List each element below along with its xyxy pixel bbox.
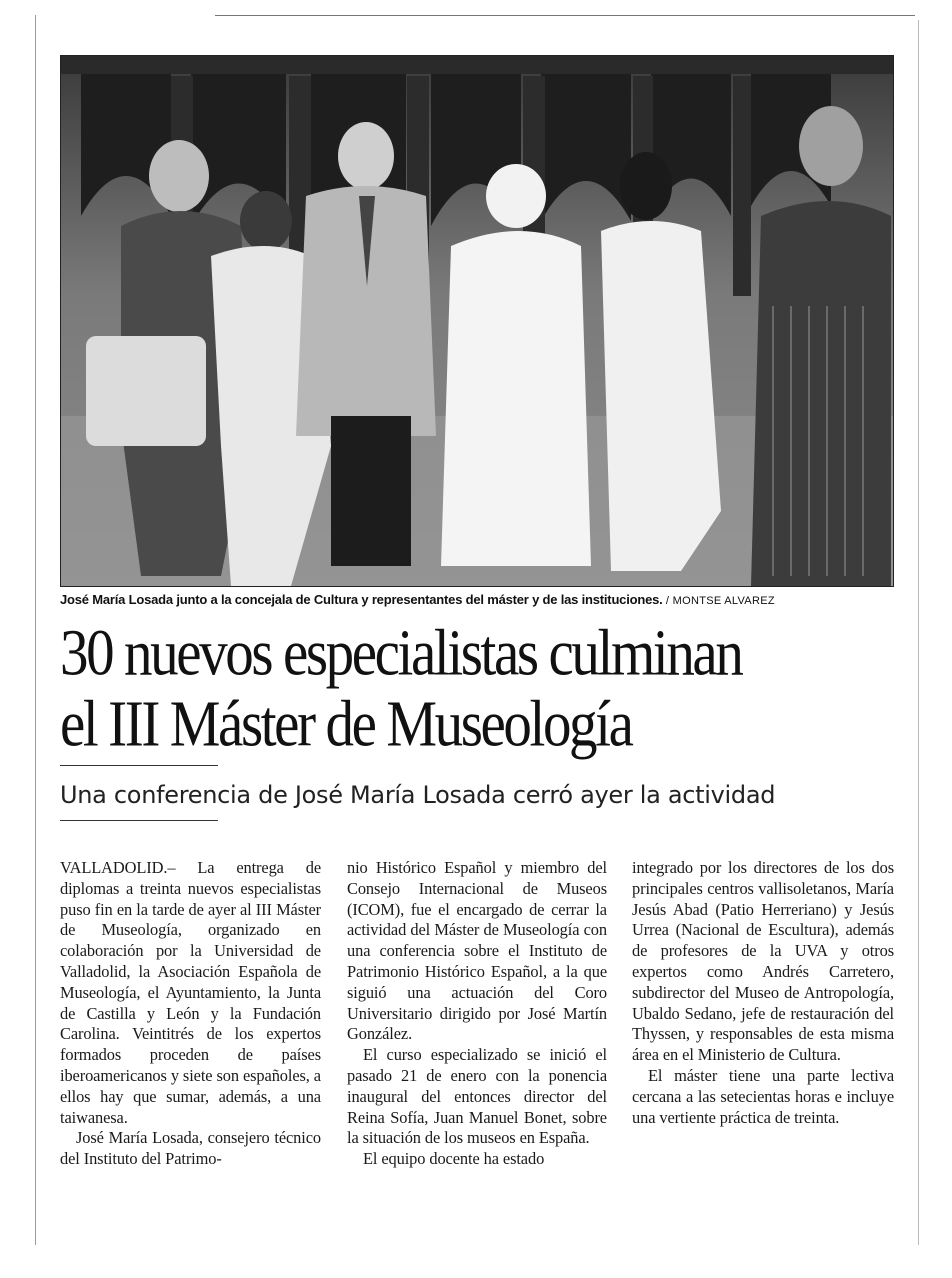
paragraph: El equipo docente ha estado	[363, 1149, 545, 1169]
photo-caption	[60, 592, 892, 612]
clipping-edge-left	[35, 15, 36, 1245]
paragraph: nio Histórico Español y miembro del Consejo Internacional de Museos (ICOM), fue el encargado de cerrar la actividad del Máster de Museología con una conferencia sobre el Instituto de Patrimonio Histórico Español, a la que siguió una actuación del Coro Universitario dirigido por José Martín González.	[347, 858, 607, 1044]
clipping-edge-top	[215, 15, 915, 16]
headline-line-2: el III Máster de Museología	[60, 688, 632, 761]
article-column-3	[632, 858, 894, 1128]
news-photo	[60, 55, 894, 587]
article-column-2	[347, 858, 607, 1170]
paragraph: José María Losada, consejero técnico del Instituto del Patrimo-	[60, 1128, 321, 1169]
rule-below-subhead	[60, 820, 218, 821]
subheadline: Una conferencia de José María Losada cerró ayer la actividad	[60, 781, 776, 809]
paragraph: El curso especializado se inició el pasado 21 de enero con la ponencia inaugural del entonces director del Reina Sofía, Juan Manuel Bonet, sobre la situación de los museos en España.	[347, 1045, 607, 1148]
headline-line-1: 30 nuevos especialistas culminan	[60, 616, 742, 690]
clipping-edge-right	[918, 20, 919, 1245]
photo-credit: / MONTSE ALVAREZ	[662, 595, 775, 607]
rule-above-subhead	[60, 765, 218, 766]
paragraph: integrado por los directores de los dos principales centros vallisoletanos, María Jesús Abad (Patio Herreriano) y Jesús Urrea (Nacional de Escultura), además de profesores de la UVA y otros expertos como Andrés Carretero, subdirector del Museo de Antropología, Ubaldo Sedano, jefe de restauración del Thyssen, y responsables de esta misma área en el Ministerio de Cultura.	[632, 858, 894, 1065]
caption-text: José María Losada junto a la concejala de Cultura y representantes del máster y de las instituciones.	[60, 592, 663, 607]
paragraph: VALLADOLID.– La entrega de diplomas a treinta nuevos especialistas puso fin en la tarde de ayer al III Máster de Museología, organizado en colaboración por la Universidad de Valladolid, la Asociación Española de Museología, el Ayuntamiento, la Junta de Castilla y León y la Fundación Carolina. Veintitrés de los expertos formados proceden de países iberoamericanos y siete son españoles, a ellos hay que sumar, además, a una taiwanesa.	[60, 858, 321, 1127]
headline	[60, 618, 900, 761]
paragraph: El máster tiene una parte lectiva cercana a las setecientas horas e incluye una vertiente práctica de treinta.	[632, 1065, 894, 1127]
article-column-1	[60, 858, 321, 1170]
